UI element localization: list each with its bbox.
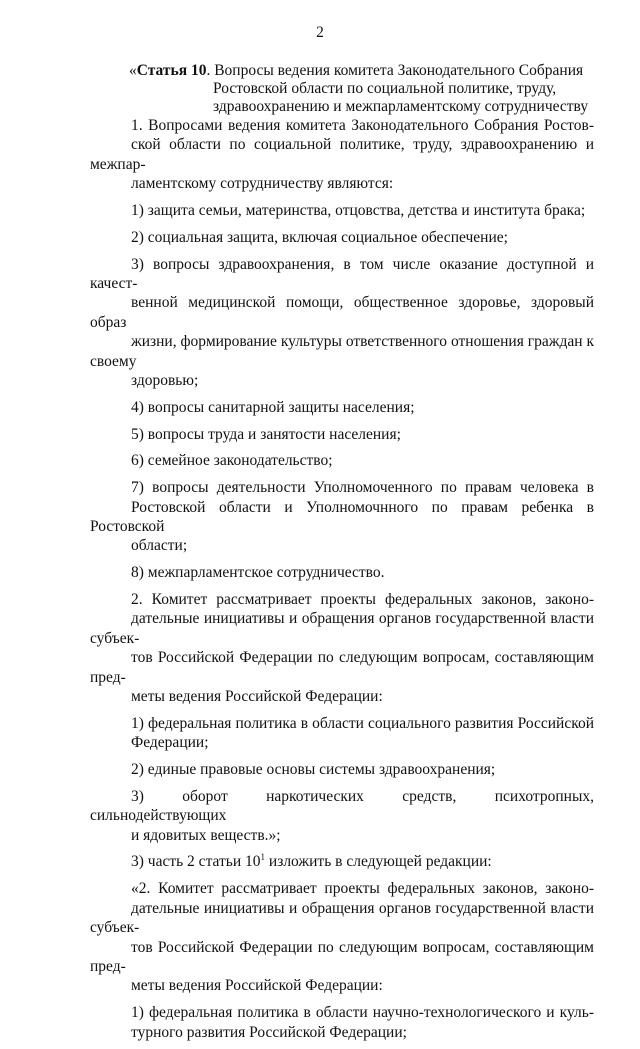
paragraph [90, 879, 594, 995]
paragraph [90, 425, 594, 444]
article-heading-line-3: здравоохранению и межпарламентскому сотрудничеству [213, 98, 589, 115]
text-line: 2. Комитет рассматривает проекты федеральных законов, законо- [131, 591, 594, 609]
paragraph [90, 1003, 594, 1042]
text-line: меты ведения Российской Федерации: [131, 977, 383, 995]
text-line: 5) вопросы труда и занятости населения; [131, 425, 401, 443]
text-line: 4) вопросы санитарной защиты населения; [131, 398, 415, 416]
text-line: турного развития Российской Федерации; [131, 1023, 407, 1041]
paragraph [90, 201, 594, 220]
paragraph [90, 478, 594, 556]
page-number: 2 [316, 24, 324, 41]
text-line: и ядовитых веществ.»; [131, 826, 281, 844]
text-line: ламентскому сотрудничеству являются: [131, 175, 394, 193]
text-line: «2. Комитет рассматривает проекты федеральных законов, законо- [131, 880, 594, 898]
document-body [90, 116, 594, 1049]
text-line: 6) семейное законодательство; [131, 452, 333, 470]
article-label: Статья 10 [136, 62, 207, 79]
superscript: 1 [260, 852, 266, 863]
text-line: тов Российской Федерации по следующим вопросам, составляющим пред- [90, 938, 594, 975]
text-line: 3) оборот наркотических средств, психотропных, сильнодействующих [90, 787, 594, 825]
paragraph [90, 228, 594, 247]
text-line: дательные инициативы и обращения органов государственной власти субъек- [90, 899, 594, 937]
text-line: 7) вопросы деятельности Уполномоченного по правам человека в [131, 479, 594, 497]
paragraph [90, 255, 594, 391]
paragraph [90, 398, 594, 417]
text-line: 2) социальная защита, включая социальное обеспечение; [131, 228, 508, 246]
text-line: дательные инициативы и обращения органов государственной власти субъек- [90, 610, 594, 647]
text-line: здоровью; [131, 372, 199, 390]
text-line: венной медицинской помощи, общественное здоровье, здоровый образ [90, 294, 594, 331]
text-line: 8) межпарламентское сотрудничество. [131, 564, 385, 582]
text-line: Ростовской области и Уполномочнного по правам ребенка в Ростовской [90, 498, 594, 536]
paragraph [90, 451, 594, 470]
text-line: Федерации; [131, 734, 209, 752]
text-line: тов Российской Федерации по следующим вопросам, составляющим пред- [90, 649, 594, 686]
text-line: меты ведения Российской Федерации: [131, 688, 383, 706]
paragraph [90, 116, 594, 194]
text-line: 1. Вопросами ведения комитета Законодательного Собрания Ростов- [131, 117, 594, 134]
text-line: 2) единые правовые основы системы здравоохранения; [131, 761, 496, 779]
text-line: 3) вопросы здравоохранения, в том числе оказание доступной и качест- [90, 255, 594, 293]
text-line: 1) защита семьи, материнства, отцовства, детства и института брака; [131, 202, 586, 220]
paragraph [90, 760, 594, 779]
text-line: жизни, формирование культуры ответственного отношения граждан к своему [90, 333, 594, 370]
paragraph [90, 563, 594, 582]
text-line: 1) федеральная политика в области научно-технологического и куль- [131, 1004, 594, 1022]
article-heading [129, 62, 599, 116]
text-line: 3) часть 2 статьи $10^1$ изложить в следующей редакции: [131, 852, 492, 871]
text-line: 1) федеральная политика в области социального развития Российской [131, 714, 594, 732]
text-line: ской области по социальной политике, труду, здравоохранению и межпар- [90, 136, 594, 173]
paragraph [90, 714, 594, 753]
article-heading-line-2: Ростовской области по социальной политике, труду, [213, 80, 557, 97]
text-line: области; [131, 537, 188, 555]
paragraph [90, 852, 594, 871]
article-heading-line-1: «Статья 10. Вопросы ведения комитета Законодательного Собрания [129, 62, 584, 79]
paragraph [90, 590, 594, 706]
paragraph [90, 787, 594, 845]
